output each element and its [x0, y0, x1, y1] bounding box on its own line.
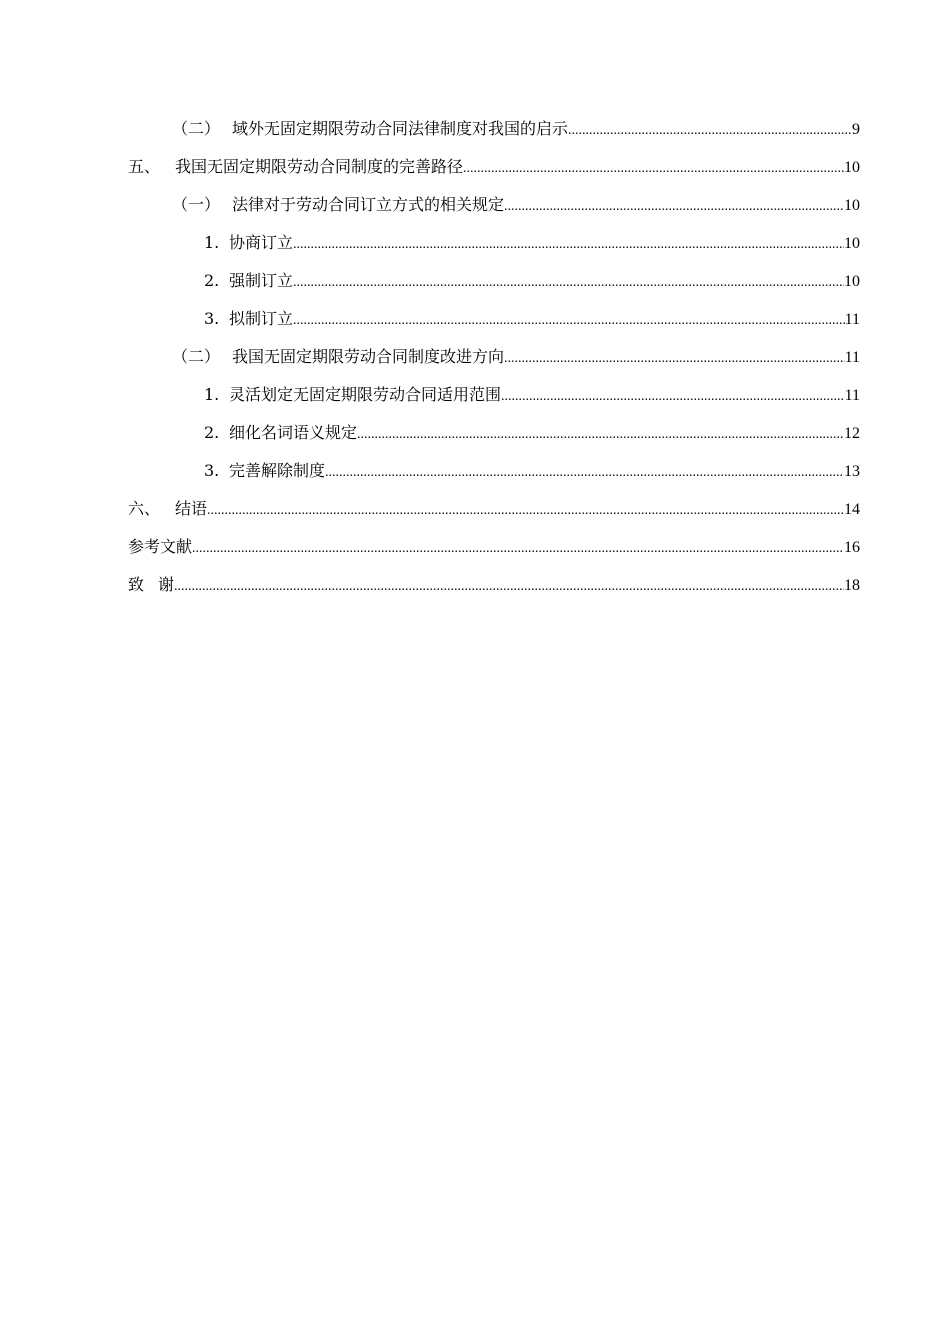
toc-entry-number: 2.	[204, 423, 220, 442]
toc-entry-number: 3.	[204, 461, 220, 480]
toc-entry-number: 六、	[128, 499, 161, 518]
toc-entry-number: 3.	[204, 309, 220, 328]
toc-entry-page: 16	[844, 539, 860, 556]
toc-entry-number: 2.	[204, 271, 220, 290]
toc-entry-number: （二）	[172, 347, 221, 366]
dot-leader	[501, 378, 845, 416]
dot-leader	[568, 112, 852, 150]
table-of-contents	[128, 110, 860, 604]
toc-entry-title: 拟制订立	[229, 309, 294, 328]
toc-entry-page: 10	[844, 273, 860, 290]
toc-entry-number: 五、	[128, 157, 161, 176]
toc-entry-number: 1.	[204, 385, 220, 404]
toc-entry-title: 域外无固定期限劳动合同法律制度对我国的启示	[232, 119, 569, 138]
toc-entry-page: 10	[844, 159, 860, 176]
dot-leader	[207, 492, 844, 530]
dot-leader	[325, 454, 844, 492]
toc-entry[interactable]	[128, 224, 860, 262]
toc-entry-title: 我国无固定期限劳动合同制度改进方向	[232, 347, 505, 366]
dot-leader	[504, 340, 845, 378]
toc-entry-page: 14	[844, 501, 860, 518]
toc-entry-title: 结语	[175, 499, 208, 518]
toc-entry-number: （一）	[172, 195, 221, 214]
toc-entry[interactable]	[128, 490, 860, 528]
toc-entry-title: 协商订立	[229, 233, 294, 252]
toc-entry-page: 9	[852, 121, 860, 138]
toc-entry[interactable]	[128, 376, 860, 414]
dot-leader	[174, 568, 844, 606]
toc-entry-acknowledgements[interactable]	[128, 566, 860, 604]
toc-entry[interactable]	[128, 452, 860, 490]
toc-entry-page: 11	[844, 349, 860, 366]
dot-leader	[463, 150, 844, 188]
toc-entry-references[interactable]	[128, 528, 860, 566]
toc-entry[interactable]	[128, 262, 860, 300]
toc-entry-page: 10	[844, 235, 860, 252]
toc-entry[interactable]	[128, 300, 860, 338]
toc-entry-page: 11	[844, 311, 860, 328]
toc-entry[interactable]	[128, 186, 860, 224]
toc-entry-title: 细化名词语义规定	[229, 423, 358, 442]
toc-entry-title: 法律对于劳动合同订立方式的相关规定	[232, 195, 505, 214]
toc-entry-title: 完善解除制度	[229, 461, 326, 480]
toc-entry-title: 强制订立	[229, 271, 294, 290]
toc-entry[interactable]	[128, 414, 860, 452]
toc-entry[interactable]	[128, 110, 860, 148]
dot-leader	[504, 188, 844, 226]
toc-entry-number: （二）	[172, 119, 221, 138]
toc-entry-title: 致谢	[128, 575, 189, 594]
toc-entry-page: 12	[844, 425, 860, 442]
toc-entry-number: 1.	[204, 233, 220, 252]
toc-entry-page: 13	[844, 463, 860, 480]
dot-leader	[293, 302, 845, 340]
toc-entry-page: 18	[844, 577, 860, 594]
toc-entry-title: 我国无固定期限劳动合同制度的完善路径	[175, 157, 464, 176]
dot-leader	[192, 530, 844, 568]
toc-entry[interactable]	[128, 148, 860, 186]
dot-leader	[293, 226, 844, 264]
toc-entry-page: 11	[844, 387, 860, 404]
dot-leader	[293, 264, 844, 302]
toc-entry-title: 参考文献	[128, 537, 193, 556]
dot-leader	[357, 416, 844, 454]
toc-entry-title: 灵活划定无固定期限劳动合同适用范围	[229, 385, 502, 404]
toc-entry-page: 10	[844, 197, 860, 214]
toc-entry[interactable]	[128, 338, 860, 376]
